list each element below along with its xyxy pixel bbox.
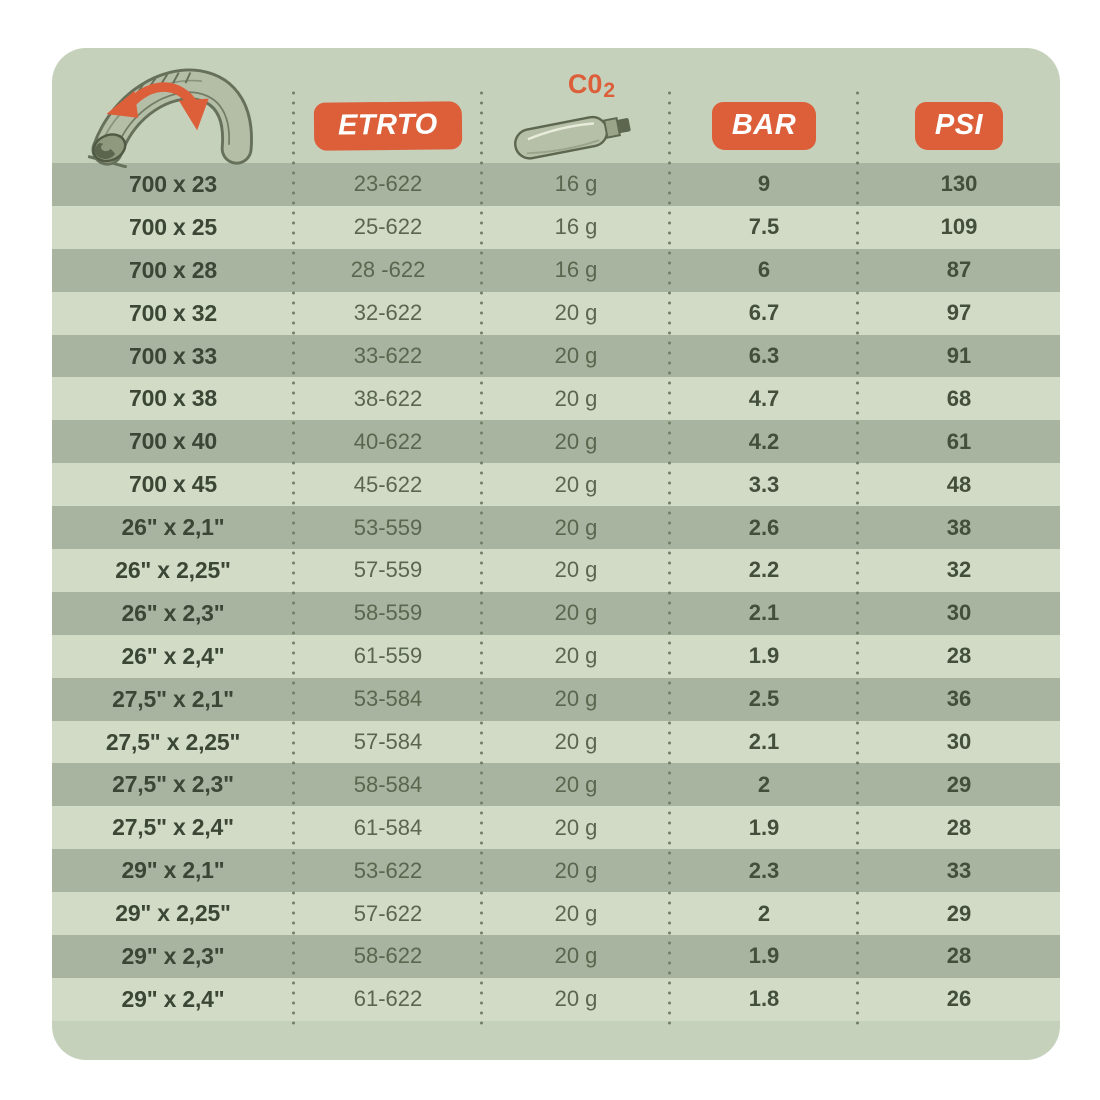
cell-co2: 20 g xyxy=(554,600,598,626)
table-row xyxy=(52,763,1060,806)
cell-tire-size: 700 x 33 xyxy=(129,342,217,369)
cell-etrto: 40-622 xyxy=(353,428,423,454)
cell-bar: 2 xyxy=(757,900,771,926)
cell-tire-size: 700 x 40 xyxy=(129,428,217,455)
table-row xyxy=(52,721,1060,764)
cell-psi: 109 xyxy=(940,214,978,240)
cell-etrto: 58-559 xyxy=(353,600,423,626)
cell-tire-size: 27,5" x 2,3" xyxy=(112,771,234,798)
cell-tire-size: 700 x 45 xyxy=(129,471,217,498)
cell-co2: 20 g xyxy=(554,771,598,797)
cell-bar: 4.2 xyxy=(748,428,780,454)
cell-tire-size: 700 x 32 xyxy=(129,299,217,326)
cell-tire-size: 27,5" x 2,25" xyxy=(105,728,241,755)
cell-bar: 4.7 xyxy=(748,385,780,411)
psi-badge: PSI xyxy=(915,102,1003,150)
header-co2 xyxy=(482,48,670,168)
cell-psi: 38 xyxy=(946,514,972,540)
cell-etrto: 38-622 xyxy=(353,385,423,411)
table-row xyxy=(52,463,1060,506)
header-etrto xyxy=(294,48,482,168)
cell-psi: 61 xyxy=(946,428,972,454)
cell-bar: 6.7 xyxy=(748,300,780,326)
table-row xyxy=(52,163,1060,206)
cell-co2: 20 g xyxy=(554,557,598,583)
cell-psi: 28 xyxy=(946,814,972,840)
cell-tire-size: 29" x 2,3" xyxy=(121,942,225,969)
cell-co2: 20 g xyxy=(554,729,598,755)
cell-tire-size: 26" x 2,3" xyxy=(121,599,225,626)
cell-co2: 20 g xyxy=(554,343,598,368)
table-header xyxy=(52,48,1060,163)
etrto-badge: ETRTO xyxy=(314,101,462,151)
cell-tire-size: 29" x 2,25" xyxy=(115,900,231,927)
cell-co2: 20 g xyxy=(554,514,598,540)
cell-psi: 30 xyxy=(946,729,972,755)
co2-label-main: C0 xyxy=(567,68,603,99)
cell-psi: 48 xyxy=(946,471,972,497)
co2-label-sub: 2 xyxy=(603,78,616,102)
cell-psi: 87 xyxy=(946,257,972,283)
table-row xyxy=(52,978,1060,1021)
table-row xyxy=(52,377,1060,420)
cell-bar: 2.5 xyxy=(748,686,780,712)
header-tire-size xyxy=(52,48,294,168)
table-row xyxy=(52,292,1060,335)
cell-tire-size: 27,5" x 2,4" xyxy=(112,814,234,841)
cell-tire-size: 26" x 2,1" xyxy=(121,514,225,541)
cell-co2: 20 g xyxy=(554,686,598,712)
table-row xyxy=(52,420,1060,463)
cell-bar: 2.1 xyxy=(748,729,780,755)
cell-co2: 20 g xyxy=(554,857,598,883)
table-row xyxy=(52,592,1060,635)
cell-tire-size: 27,5" x 2,1" xyxy=(112,685,234,712)
table-row xyxy=(52,506,1060,549)
cell-etrto: 53-622 xyxy=(353,857,423,883)
table-row xyxy=(52,206,1060,249)
cell-bar: 2 xyxy=(757,771,771,797)
cell-bar: 1.9 xyxy=(748,643,780,669)
cell-etrto: 53-559 xyxy=(353,514,423,540)
cell-co2: 20 g xyxy=(554,943,598,969)
cell-psi: 28 xyxy=(946,943,972,969)
cell-tire-size: 26" x 2,25" xyxy=(115,556,231,583)
cell-bar: 2.6 xyxy=(748,514,780,540)
table-row xyxy=(52,678,1060,721)
cell-co2: 16 g xyxy=(554,214,598,240)
cell-etrto: 61-559 xyxy=(353,643,423,669)
cell-bar: 1.9 xyxy=(748,943,780,969)
cell-etrto: 33-622 xyxy=(353,343,423,368)
cell-psi: 29 xyxy=(946,900,972,926)
cell-psi: 97 xyxy=(946,300,972,326)
tire-icon xyxy=(85,60,261,168)
co2-cartridge-icon xyxy=(507,98,645,160)
table-body xyxy=(52,163,1060,1021)
cell-psi: 30 xyxy=(946,600,972,626)
cell-co2: 20 g xyxy=(554,300,598,326)
cell-psi: 29 xyxy=(946,771,972,797)
cell-psi: 28 xyxy=(946,643,972,669)
header-psi xyxy=(858,48,1060,168)
column-separator-dots xyxy=(856,88,859,1027)
cell-etrto: 23-622 xyxy=(353,171,423,197)
cell-bar: 2.3 xyxy=(748,857,780,883)
cell-etrto: 57-584 xyxy=(353,729,423,755)
cell-psi: 36 xyxy=(946,686,972,712)
cell-etrto: 45-622 xyxy=(353,471,423,497)
cell-bar: 2.1 xyxy=(748,600,780,626)
cell-etrto: 57-559 xyxy=(353,557,423,583)
header-bar xyxy=(670,48,858,168)
cell-co2: 20 g xyxy=(554,986,598,1012)
cell-tire-size: 29" x 2,1" xyxy=(121,857,225,884)
cell-bar: 6 xyxy=(757,257,771,283)
pressure-table-card xyxy=(52,48,1060,1060)
cell-tire-size: 700 x 23 xyxy=(129,170,217,197)
cell-etrto: 32-622 xyxy=(353,300,423,326)
cell-etrto: 53-584 xyxy=(353,686,423,712)
cell-co2: 20 g xyxy=(554,385,598,411)
cell-co2: 20 g xyxy=(554,643,598,669)
table-row xyxy=(52,849,1060,892)
cell-bar: 2.2 xyxy=(748,557,780,583)
table-row xyxy=(52,806,1060,849)
column-separator-dots xyxy=(480,88,483,1027)
table-row xyxy=(52,635,1060,678)
table-row xyxy=(52,335,1060,378)
cell-psi: 26 xyxy=(946,986,972,1012)
cell-co2: 16 g xyxy=(554,257,598,283)
cell-etrto: 61-622 xyxy=(353,986,423,1012)
cell-tire-size: 700 x 25 xyxy=(129,213,217,240)
cell-co2: 20 g xyxy=(554,900,598,926)
cell-etrto: 25-622 xyxy=(353,214,423,240)
cell-bar: 1.9 xyxy=(748,814,780,840)
cell-psi: 130 xyxy=(940,171,978,197)
co2-label xyxy=(567,68,616,102)
cell-co2: 20 g xyxy=(554,471,598,497)
cell-psi: 68 xyxy=(946,385,972,411)
cell-etrto: 58-622 xyxy=(353,943,423,969)
cell-etrto: 61-584 xyxy=(353,814,423,840)
cell-psi: 32 xyxy=(946,557,972,583)
cell-etrto: 58-584 xyxy=(353,771,423,797)
table-row xyxy=(52,935,1060,978)
cell-bar: 6.3 xyxy=(748,343,780,368)
cell-co2: 16 g xyxy=(554,171,598,197)
cell-bar: 9 xyxy=(757,171,771,197)
cell-etrto: 57-622 xyxy=(353,900,423,926)
table-row xyxy=(52,249,1060,292)
cell-tire-size: 29" x 2,4" xyxy=(121,985,225,1012)
cell-tire-size: 700 x 28 xyxy=(129,256,217,283)
cell-bar: 1.8 xyxy=(748,986,780,1012)
cell-tire-size: 26" x 2,4" xyxy=(121,642,225,669)
cell-co2: 20 g xyxy=(554,428,598,454)
cell-bar: 7.5 xyxy=(748,214,780,240)
cell-co2: 20 g xyxy=(554,814,598,840)
table-row xyxy=(52,892,1060,935)
cell-psi: 91 xyxy=(946,343,972,368)
cell-tire-size: 700 x 38 xyxy=(129,385,217,412)
cell-bar: 3.3 xyxy=(748,471,780,497)
cell-psi: 33 xyxy=(946,857,972,883)
bar-badge: BAR xyxy=(712,102,816,150)
column-separator-dots xyxy=(668,88,671,1027)
cell-etrto: 28 -622 xyxy=(350,257,426,283)
table-row xyxy=(52,549,1060,592)
column-separator-dots xyxy=(292,88,295,1027)
